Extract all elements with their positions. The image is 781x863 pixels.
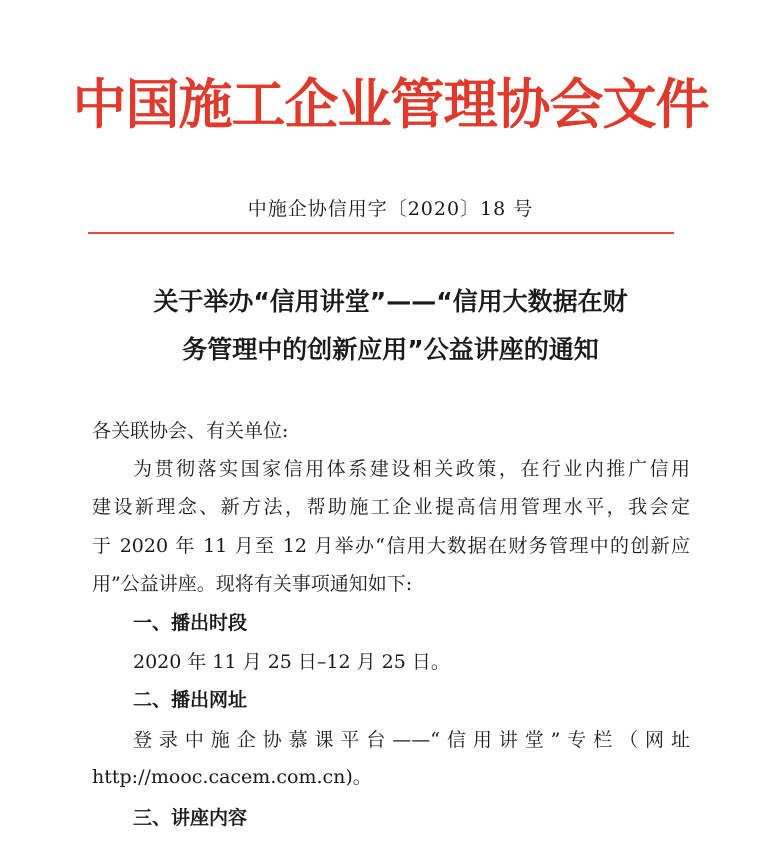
org-header-title: 中国施工企业管理协会文件 — [72, 72, 709, 136]
section-heading-url: 二、播出网址 — [133, 689, 248, 711]
intro-line-1: 为贯彻落实国家信用体系建设相关政策，在行业内推广信用 — [133, 458, 690, 480]
section-url-text-1: 登录中施企协慕课平台——“信用讲堂”专栏（网址 — [133, 729, 690, 751]
intro-line-4: 用”公益讲座。现将有关事项通知如下: — [92, 573, 413, 595]
document-number: 中施企协信用字〔2020〕18 号 — [247, 198, 534, 220]
section-schedule-text: 2020 年 11 月 25 日–12 月 25 日。 — [133, 651, 450, 673]
notice-title — [70, 278, 711, 374]
intro-line-2: 建设新理念、新方法，帮助施工企业提高信用管理水平，我会定 — [92, 496, 690, 518]
section-url-link[interactable]: http://mooc.cacem.com.cn)。 — [92, 766, 372, 788]
section-heading-schedule: 一、播出时段 — [133, 612, 248, 634]
notice-title-line-1: 关于举办“信用讲堂”——“信用大数据在财 — [153, 287, 628, 316]
salutation: 各关联协会、有关单位: — [92, 420, 289, 442]
red-divider-line — [88, 232, 674, 234]
notice-title-line-2: 务管理中的创新应用”公益讲座的通知 — [182, 335, 599, 364]
intro-line-3: 于 2020 年 11 月至 12 月举办“信用大数据在财务管理中的创新应 — [92, 535, 690, 557]
section-heading-content: 三、讲座内容 — [133, 807, 248, 829]
